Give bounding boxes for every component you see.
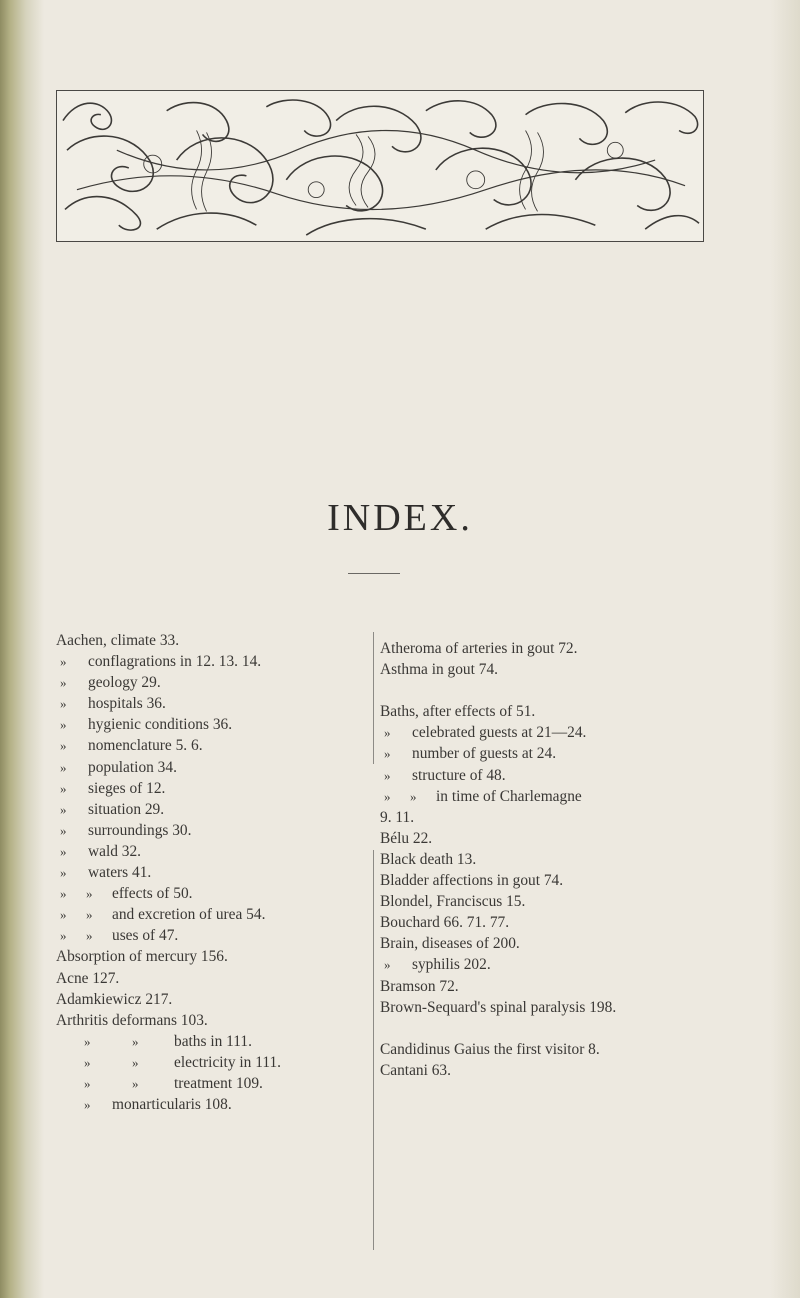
ditto-mark: » — [86, 928, 93, 944]
entry-text: celebrated guests at 21—24. — [412, 724, 587, 742]
index-entry — [56, 672, 371, 693]
entry-text: waters 41. — [88, 864, 152, 882]
decorative-header-ornament — [56, 90, 704, 242]
ditto-mark: » — [86, 907, 93, 923]
entry-text: situation 29. — [88, 800, 165, 818]
entry-text: electricity in 111. — [174, 1053, 281, 1071]
ditto-mark: » — [60, 865, 67, 881]
index-entry — [56, 778, 371, 799]
ditto-mark: » — [384, 725, 391, 741]
ditto-mark: » — [132, 1075, 139, 1091]
ditto-mark: » — [60, 928, 67, 944]
index-column-left — [56, 630, 371, 1115]
entry-text: geology 29. — [88, 674, 161, 692]
index-entry — [56, 1010, 371, 1031]
column-divider — [373, 632, 374, 764]
ditto-mark: » — [60, 886, 67, 902]
ditto-mark: » — [60, 843, 67, 859]
entry-text: Acne 127. — [56, 969, 120, 987]
entry-text: Cantani 63. — [380, 1061, 451, 1079]
entry-text: baths in 111. — [174, 1032, 252, 1050]
entry-text: sieges of 12. — [88, 779, 166, 797]
index-entry — [56, 630, 371, 651]
index-entry — [56, 904, 371, 925]
index-entry — [56, 1052, 371, 1073]
entry-text: Atheroma of arteries in gout 72. — [380, 640, 578, 657]
entry-text: Baths, after effects of 51. — [380, 703, 536, 721]
entry-text: treatment 109. — [174, 1074, 263, 1092]
ditto-mark: » — [86, 886, 93, 902]
ditto-mark: » — [60, 696, 67, 712]
index-entry — [56, 820, 371, 841]
entry-text: Adamkiewicz 217. — [56, 990, 173, 1008]
ditto-mark: » — [60, 907, 67, 923]
entry-text: uses of 47. — [112, 927, 179, 945]
entry-text: Arthritis deformans 103. — [56, 1011, 208, 1029]
entry-text: Bladder affections in gout 74. — [380, 872, 564, 890]
index-entry — [380, 933, 740, 954]
ditto-mark: » — [132, 1033, 139, 1049]
entry-gap — [380, 1018, 740, 1039]
entry-text: Bouchard 66. 71. 77. — [380, 914, 510, 932]
ditto-mark: » — [384, 957, 391, 973]
index-column-right — [380, 638, 740, 1081]
index-entry — [56, 714, 371, 735]
index-entry — [56, 735, 371, 756]
ditto-mark: » — [60, 822, 67, 838]
index-entry — [380, 701, 740, 722]
entry-text: 9. 11. — [380, 808, 415, 826]
entry-text: Asthma in gout 74. — [380, 661, 498, 679]
index-entry — [56, 989, 371, 1010]
entry-text: monarticularis 108. — [112, 1096, 232, 1114]
entry-text: Aachen, climate 33. — [56, 632, 180, 649]
entry-text: conflagrations in 12. 13. 14. — [88, 653, 262, 671]
entry-text: hospitals 36. — [88, 695, 166, 713]
entry-text: wald 32. — [88, 842, 142, 860]
ditto-mark: » — [60, 738, 67, 754]
index-entry — [380, 976, 740, 997]
index-entry — [380, 659, 740, 680]
index-entry — [56, 968, 371, 989]
entry-text: effects of 50. — [112, 885, 193, 903]
index-entry — [56, 799, 371, 820]
index-entry — [380, 997, 740, 1018]
entry-text: population 34. — [88, 758, 177, 776]
ditto-mark: » — [384, 746, 391, 762]
entry-text: number of guests at 24. — [412, 745, 557, 763]
index-entry — [380, 954, 740, 975]
index-entry — [56, 1031, 371, 1052]
index-entry — [380, 722, 740, 743]
entry-text: structure of 48. — [412, 766, 506, 784]
entry-text: Blondel, Franciscus 15. — [380, 893, 526, 911]
entry-text: Black death 13. — [380, 850, 477, 868]
ditto-mark: » — [384, 788, 391, 804]
ditto-mark: » — [60, 654, 67, 670]
index-entry — [380, 807, 740, 828]
entry-text: syphilis 202. — [412, 956, 491, 974]
index-entry — [56, 883, 371, 904]
index-entry — [380, 912, 740, 933]
ditto-mark: » — [60, 717, 67, 733]
entry-text: in time of Charlemagne — [436, 787, 582, 805]
ditto-mark: » — [60, 780, 67, 796]
ditto-mark: » — [384, 767, 391, 783]
column-divider — [373, 850, 374, 1250]
index-entry — [380, 1039, 740, 1060]
page-title: INDEX. — [327, 497, 473, 539]
index-entry — [56, 841, 371, 862]
index-entry — [380, 765, 740, 786]
ditto-mark: » — [60, 801, 67, 817]
index-entry — [380, 891, 740, 912]
index-entry — [380, 638, 740, 659]
ornament-scrollwork-icon — [57, 91, 703, 241]
entry-text: nomenclature 5. 6. — [88, 737, 203, 755]
entry-text: and excretion of urea 54. — [112, 906, 266, 924]
entry-text: Brown-Sequard's spinal paralysis 198. — [380, 998, 617, 1016]
ditto-mark: » — [84, 1075, 91, 1091]
index-entry — [56, 925, 371, 946]
entry-text: hygienic conditions 36. — [88, 716, 233, 734]
index-entry — [56, 1073, 371, 1094]
index-entry — [56, 651, 371, 672]
page-edge-right — [770, 0, 800, 1298]
index-entry — [56, 1094, 371, 1115]
entry-text: Bramson 72. — [380, 977, 459, 995]
entry-text: surroundings 30. — [88, 821, 192, 839]
entry-text: Bélu 22. — [380, 829, 433, 847]
entry-gap — [380, 680, 740, 701]
title-rule — [348, 573, 400, 574]
index-entry — [380, 870, 740, 891]
index-entry — [56, 693, 371, 714]
index-entry — [380, 1060, 740, 1081]
entry-text: Candidinus Gaius the first visitor 8. — [380, 1040, 600, 1058]
entry-text: Brain, diseases of 200. — [380, 935, 520, 953]
page-edge-shadow — [0, 0, 44, 1298]
index-entry — [56, 946, 371, 967]
index-entry — [380, 786, 740, 807]
ditto-mark: » — [84, 1033, 91, 1049]
ditto-mark: » — [60, 759, 67, 775]
index-entry — [380, 743, 740, 764]
index-entry — [56, 862, 371, 883]
ditto-mark: » — [84, 1054, 91, 1070]
ditto-mark: » — [60, 675, 67, 691]
index-entry — [380, 828, 740, 849]
entry-text: Absorption of mercury 156. — [56, 948, 228, 966]
ditto-mark: » — [410, 788, 417, 804]
index-entry — [380, 849, 740, 870]
ditto-mark: » — [132, 1054, 139, 1070]
index-entry — [56, 757, 371, 778]
ditto-mark: » — [84, 1097, 91, 1113]
